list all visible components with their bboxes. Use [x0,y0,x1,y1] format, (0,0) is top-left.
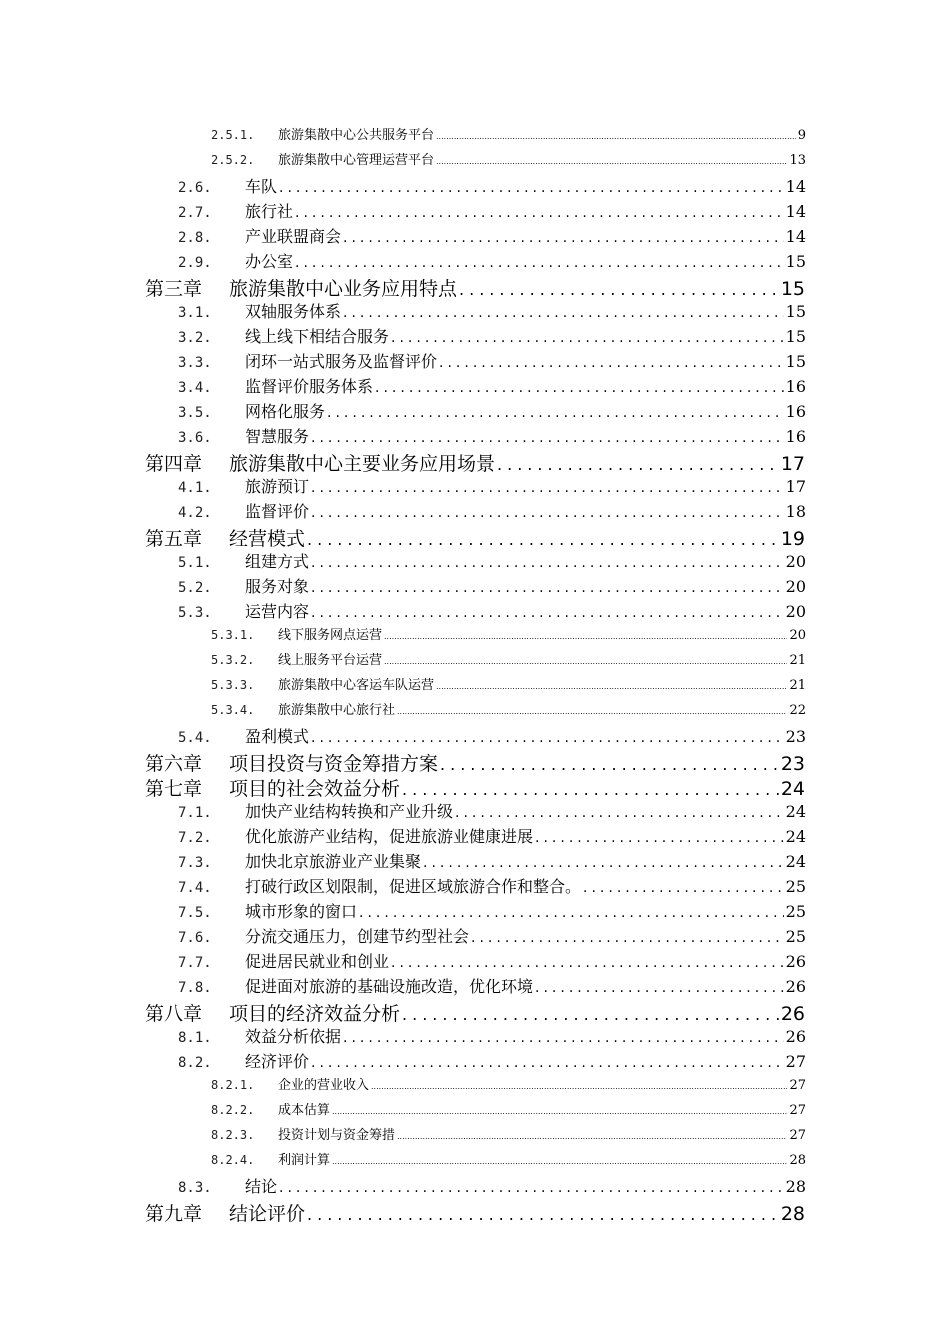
toc-subsection-entry[interactable] [0,1149,806,1174]
toc-section-entry[interactable] [0,949,806,974]
toc-entry-number: 7.5. [178,905,212,921]
toc-dot-leader [311,1055,784,1071]
toc-page-number: 17 [780,453,805,475]
toc-entry-number: 7.8. [178,980,212,996]
toc-chapter-entry[interactable] [0,999,805,1024]
toc-entry-number: 第七章 [145,778,203,800]
toc-dot-leader [311,505,784,521]
toc-dot-leader [311,605,784,621]
toc-entry-number: 3.3. [178,355,212,371]
toc-entry-number: 2.9. [178,255,212,271]
toc-page-number: 16 [785,402,806,421]
toc-chapter-entry[interactable] [0,449,805,474]
toc-page-number: 27 [789,1128,806,1143]
toc-subsection-entry[interactable] [0,1099,806,1124]
toc-entry-title: 旅游集散中心客运车队运营 [278,678,435,693]
toc-dot-leader [295,205,784,221]
toc-section-entry[interactable] [0,724,806,749]
toc-entry-number: 7.6. [178,930,212,946]
toc-entry-title: 智慧服务 [245,427,310,446]
toc-page-number: 25 [785,902,806,921]
toc-page-number: 28 [785,1177,806,1196]
toc-entry-title: 效益分析依据 [245,1027,342,1046]
toc-entry-number: 第六章 [145,753,203,775]
toc-section-entry[interactable] [0,224,806,249]
toc-page-number: 28 [789,1153,806,1168]
toc-subsection-entry[interactable] [0,624,806,649]
toc-entry-number: 第四章 [145,453,203,475]
toc-entry-title: 利润计算 [278,1153,331,1168]
toc-dot-leader [311,480,784,496]
toc-entry-number: 4.2. [178,505,212,521]
toc-subsection-entry[interactable] [0,1124,806,1149]
toc-page-number: 28 [780,1203,805,1225]
toc-entry-number: 5.3. [178,605,212,621]
toc-entry-number: 8.2.3. [211,1128,255,1142]
toc-entry-title: 旅游集散中心管理运营平台 [278,153,435,168]
toc-entry-title: 产业联盟商会 [245,227,342,246]
toc-entry-number: 5.3.1. [211,628,255,642]
toc-entry-number: 5.1. [178,555,212,571]
toc-page-number: 26 [785,977,806,996]
toc-subsection-entry[interactable] [0,674,806,699]
toc-section-entry[interactable] [0,174,806,199]
toc-dot-leader [332,1157,787,1166]
toc-page-number: 21 [789,678,806,693]
toc-entry-number: 5.3.4. [211,703,255,717]
toc-entry-title: 项目投资与资金筹措方案 [229,753,439,775]
toc-entry-number: 第三章 [145,278,203,300]
toc-section-entry[interactable] [0,549,806,574]
toc-dot-leader [311,430,784,446]
toc-entry-title: 加快北京旅游业产业集聚 [245,852,422,871]
toc-dot-leader [343,305,784,321]
toc-page-number: 26 [780,1003,805,1025]
toc-entry-title: 项目的社会效益分析 [229,778,401,800]
toc-entry-title: 运营内容 [245,602,310,621]
toc-entry-number: 2.7. [178,205,212,221]
toc-page-number: 22 [789,703,806,718]
toc-entry-title: 促进面对旅游的基础设施改造，优化环境 [245,977,534,996]
toc-entry-number: 3.6. [178,430,212,446]
toc-dot-leader [279,1180,784,1196]
toc-page-number: 25 [785,927,806,946]
toc-dot-leader [311,555,784,571]
toc-section-entry[interactable] [0,399,806,424]
toc-section-entry[interactable] [0,299,806,324]
toc-subsection-entry[interactable] [0,1074,806,1099]
toc-section-entry[interactable] [0,799,806,824]
toc-dot-leader [307,530,779,549]
toc-page-number: 24 [785,827,806,846]
toc-dot-leader [343,230,784,246]
toc-section-entry[interactable] [0,249,806,274]
toc-section-entry[interactable] [0,474,806,499]
toc-subsection-entry[interactable] [0,649,806,674]
toc-section-entry[interactable] [0,1024,806,1049]
toc-entry-title: 旅游集散中心业务应用特点 [229,278,458,300]
toc-entry-title: 线上线下相结合服务 [245,327,390,346]
toc-dot-leader [397,1132,787,1141]
toc-dot-leader [439,355,784,371]
toc-entry-number: 8.1. [178,1030,212,1046]
toc-entry-title: 结论 [245,1177,278,1196]
toc-entry-title: 车队 [245,177,278,196]
toc-entry-number: 8.3. [178,1180,212,1196]
toc-subsection-entry[interactable] [0,149,806,174]
toc-entry-title: 城市形象的窗口 [245,902,358,921]
toc-entry-title: 旅游预订 [245,477,310,496]
toc-entry-title: 打破行政区划限制，促进区域旅游合作和整合。 [245,877,582,896]
toc-section-entry[interactable] [0,874,806,899]
toc-entry-number: 3.5. [178,405,212,421]
toc-entry-number: 第九章 [145,1203,203,1225]
toc-page-number: 15 [780,278,805,300]
table-of-contents [0,124,950,1224]
toc-dot-leader [371,1082,787,1091]
toc-page-number: 14 [785,177,806,196]
toc-entry-number: 第五章 [145,528,203,550]
toc-section-entry[interactable] [0,599,806,624]
toc-dot-leader [397,707,787,716]
toc-entry-title: 分流交通压力，创建节约型社会 [245,927,470,946]
toc-section-entry[interactable] [0,899,806,924]
toc-dot-leader [384,632,787,641]
toc-page-number: 21 [789,653,806,668]
toc-entry-number: 5.4. [178,730,212,746]
toc-page-number: 19 [780,528,805,550]
toc-section-entry[interactable] [0,849,806,874]
toc-dot-leader [583,880,784,896]
toc-entry-number: 第八章 [145,1003,203,1025]
toc-page-number: 24 [780,778,805,800]
toc-dot-leader [402,1005,779,1024]
toc-section-entry[interactable] [0,824,806,849]
toc-page-number: 20 [785,602,806,621]
toc-entry-title: 网格化服务 [245,402,326,421]
toc-dot-leader [423,855,784,871]
toc-page-number: 15 [785,252,806,271]
toc-chapter-entry[interactable] [0,1199,805,1224]
toc-entry-title: 闭环一站式服务及监督评价 [245,352,438,371]
toc-entry-number: 7.1. [178,805,212,821]
toc-entry-title: 监督评价 [245,502,310,521]
toc-entry-number: 7.3. [178,855,212,871]
toc-section-entry[interactable] [0,424,806,449]
toc-section-entry[interactable] [0,199,806,224]
toc-entry-title: 服务对象 [245,577,310,596]
toc-subsection-entry[interactable] [0,124,806,149]
toc-page-number: 20 [785,577,806,596]
toc-entry-number: 2.5.2. [211,153,255,167]
toc-page-number: 9 [797,128,806,143]
toc-section-entry[interactable] [0,924,806,949]
toc-section-entry[interactable] [0,974,806,999]
toc-section-entry[interactable] [0,324,806,349]
toc-entry-number: 2.8. [178,230,212,246]
toc-entry-title: 线下服务网点运营 [278,628,383,643]
toc-page-number: 23 [780,753,805,775]
toc-dot-leader [391,330,784,346]
toc-page-number: 18 [785,502,806,521]
toc-page-number: 14 [785,227,806,246]
toc-page-number: 26 [785,1027,806,1046]
toc-entry-title: 加快产业结构转换和产业升级 [245,802,454,821]
toc-entry-number: 4.1. [178,480,212,496]
toc-section-entry[interactable] [0,1049,806,1074]
toc-dot-leader [295,255,784,271]
toc-dot-leader [436,157,787,166]
toc-entry-number: 2.6. [178,180,212,196]
toc-dot-leader [440,755,779,774]
toc-entry-title: 项目的经济效益分析 [229,1003,401,1025]
toc-page-number: 13 [789,153,806,168]
toc-entry-title: 优化旅游产业结构，促进旅游业健康进展 [245,827,534,846]
toc-entry-number: 3.4. [178,380,212,396]
toc-entry-title: 投资计划与资金筹措 [278,1128,396,1143]
toc-page-number: 15 [785,302,806,321]
toc-dot-leader [307,1205,779,1224]
toc-chapter-entry[interactable] [0,749,805,774]
toc-entry-number: 5.3.2. [211,653,255,667]
toc-dot-leader [359,905,784,921]
toc-entry-number: 8.2.2. [211,1103,255,1117]
toc-entry-title: 经营模式 [229,528,306,550]
toc-entry-title: 促进居民就业和创业 [245,952,390,971]
toc-page-number: 17 [785,477,806,496]
toc-subsection-entry[interactable] [0,699,806,724]
toc-entry-title: 经济评价 [245,1052,310,1071]
toc-entry-number: 7.4. [178,880,212,896]
toc-entry-number: 7.7. [178,955,212,971]
toc-dot-leader [402,780,779,799]
toc-page-number: 27 [789,1103,806,1118]
toc-dot-leader [535,980,784,996]
toc-entry-title: 企业的营业收入 [278,1078,370,1093]
toc-dot-leader [375,380,784,396]
toc-section-entry[interactable] [0,574,806,599]
toc-dot-leader [311,580,784,596]
toc-entry-title: 双轴服务体系 [245,302,342,321]
toc-chapter-entry[interactable] [0,774,805,799]
toc-page-number: 16 [785,427,806,446]
toc-page-number: 14 [785,202,806,221]
toc-dot-leader [343,1030,784,1046]
toc-dot-leader [535,830,784,846]
toc-page-number: 25 [785,877,806,896]
toc-entry-number: 2.5.1. [211,128,255,142]
toc-entry-number: 5.2. [178,580,212,596]
toc-section-entry[interactable] [0,1174,806,1199]
toc-dot-leader [327,405,784,421]
toc-page-number: 20 [785,552,806,571]
toc-page-number: 27 [789,1078,806,1093]
toc-dot-leader [311,730,784,746]
toc-entry-title: 监督评价服务体系 [245,377,374,396]
toc-entry-title: 线上服务平台运营 [278,653,383,668]
toc-entry-title: 结论评价 [229,1203,306,1225]
toc-dot-leader [459,280,779,299]
toc-section-entry[interactable] [0,374,806,399]
toc-dot-leader [471,930,784,946]
toc-section-entry[interactable] [0,349,806,374]
toc-entry-number: 8.2.1. [211,1078,255,1092]
toc-page-number: 20 [789,628,806,643]
toc-entry-number: 3.2. [178,330,212,346]
toc-dot-leader [436,132,796,141]
toc-page-number: 16 [785,377,806,396]
toc-entry-title: 成本估算 [278,1103,331,1118]
toc-page-number: 27 [785,1052,806,1071]
toc-dot-leader [497,455,779,474]
toc-entry-title: 组建方式 [245,552,310,571]
toc-dot-leader [391,955,784,971]
toc-chapter-entry[interactable] [0,524,805,549]
toc-entry-title: 办公室 [245,252,294,271]
toc-entry-title: 旅游集散中心主要业务应用场景 [229,453,496,475]
toc-entry-number: 8.2. [178,1055,212,1071]
toc-dot-leader [332,1107,787,1116]
toc-entry-title: 盈利模式 [245,727,310,746]
toc-entry-number: 7.2. [178,830,212,846]
toc-entry-title: 旅行社 [245,202,294,221]
toc-dot-leader [455,805,784,821]
toc-chapter-entry[interactable] [0,274,805,299]
toc-entry-number: 3.1. [178,305,212,321]
toc-entry-title: 旅游集散中心公共服务平台 [278,128,435,143]
toc-page-number: 23 [785,727,806,746]
toc-page-number: 15 [785,352,806,371]
toc-section-entry[interactable] [0,499,806,524]
toc-dot-leader [279,180,784,196]
toc-page-number: 24 [785,852,806,871]
toc-page-number: 26 [785,952,806,971]
toc-entry-number: 5.3.3. [211,678,255,692]
toc-entry-title: 旅游集散中心旅行社 [278,703,396,718]
toc-dot-leader [436,682,787,691]
toc-page-number: 24 [785,802,806,821]
toc-page-number: 15 [785,327,806,346]
toc-entry-number: 8.2.4. [211,1153,255,1167]
toc-dot-leader [384,657,787,666]
